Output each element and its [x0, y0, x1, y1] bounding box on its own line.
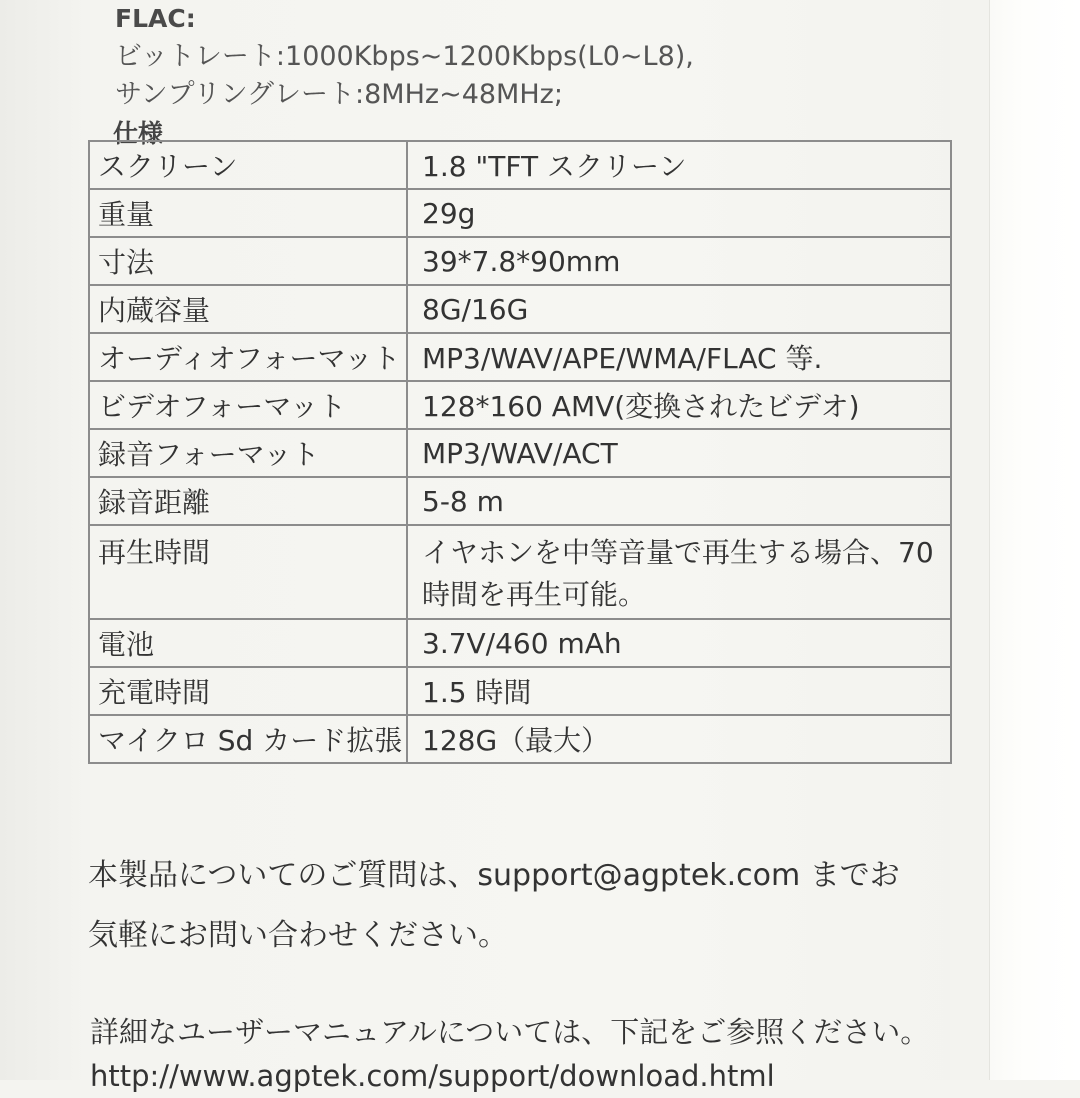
spec-value: 5-8 m	[407, 477, 951, 525]
spec-value: 128*160 AMV(変換されたビデオ)	[407, 381, 951, 429]
spec-key: 録音フォーマット	[89, 429, 407, 477]
spec-row-screen	[89, 141, 951, 189]
spec-key: 電池	[89, 619, 407, 667]
spec-row-battery	[89, 619, 951, 667]
contact-line: 気軽にお問い合わせください。	[88, 918, 508, 953]
spec-value: 1.5 時間	[407, 667, 951, 715]
spec-key: 録音距離	[89, 477, 407, 525]
flac-format-info	[115, 0, 694, 114]
spec-table	[88, 140, 952, 764]
spec-value: イヤホンを中等音量で再生する場合、70 時間を再生可能。	[407, 525, 951, 619]
manual-note	[90, 1010, 929, 1098]
spec-key: 寸法	[89, 237, 407, 285]
spec-row-audio-format	[89, 333, 951, 381]
manual-url: http://www.agptek.com/support/download.html	[90, 1059, 775, 1093]
spec-value: 8G/16G	[407, 285, 951, 333]
spec-key: ビデオフォーマット	[89, 381, 407, 429]
manual-line: 詳細なユーザーマニュアルについては、下記をご参照ください。	[90, 1015, 930, 1049]
spec-key: 重量	[89, 189, 407, 237]
spec-row-weight	[89, 189, 951, 237]
spec-key: 内蔵容量	[89, 285, 407, 333]
spec-value: 39*7.8*90mm	[407, 237, 951, 285]
spec-key: マイクロ Sd カード拡張	[89, 715, 407, 763]
spec-key: オーディオフォーマット	[89, 333, 407, 381]
spec-key: スクリーン	[89, 141, 407, 189]
flac-heading: FLAC:	[115, 4, 196, 33]
spec-value: MP3/WAV/APE/WMA/FLAC 等.	[407, 333, 951, 381]
flac-sampling-rate: サンプリングレート:8MHz~48MHz;	[115, 79, 563, 110]
spec-row-sd-expansion	[89, 715, 951, 763]
spec-value: 1.8 "TFT スクリーン	[407, 141, 951, 189]
spec-row-charging-time	[89, 667, 951, 715]
spec-row-video-format	[89, 381, 951, 429]
spec-value: MP3/WAV/ACT	[407, 429, 951, 477]
spec-row-recording-distance	[89, 477, 951, 525]
flac-bitrate: ビットレート:1000Kbps~1200Kbps(L0~L8),	[115, 41, 694, 72]
spec-row-recording-format	[89, 429, 951, 477]
spec-row-capacity	[89, 285, 951, 333]
spec-value: 3.7V/460 mAh	[407, 619, 951, 667]
contact-line: 本製品についてのご質問は、support@agptek.com までお	[88, 858, 900, 893]
spec-value: 29g	[407, 189, 951, 237]
spec-row-dimensions	[89, 237, 951, 285]
spec-row-playback-time	[89, 525, 951, 619]
spec-value: 128G（最大）	[407, 715, 951, 763]
spec-title: 仕様	[113, 119, 164, 148]
contact-note	[88, 846, 900, 966]
spec-key: 充電時間	[89, 667, 407, 715]
page-edge	[989, 0, 1080, 1080]
spec-key: 再生時間	[89, 525, 407, 619]
